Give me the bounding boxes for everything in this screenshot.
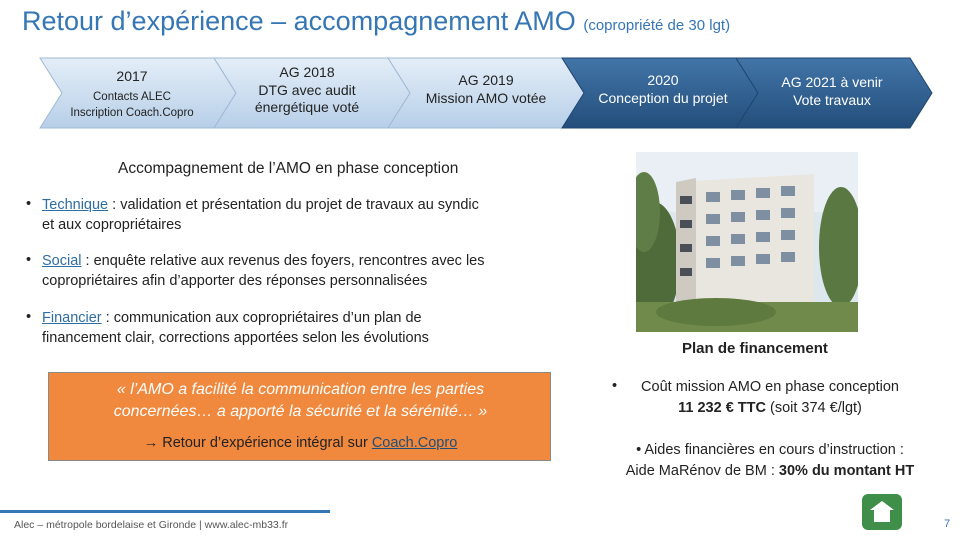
- bullet-technique: [42, 195, 562, 236]
- bullet-marker: •: [26, 196, 32, 212]
- coach-copro-link[interactable]: Coach.Copro: [371, 435, 458, 451]
- quote-text: [49, 379, 552, 424]
- timeline-step-2021: [752, 74, 912, 109]
- timeline-step-2020: [580, 72, 746, 107]
- building-photo: [636, 152, 858, 332]
- arrow-right-icon: →: [143, 435, 159, 451]
- timeline-year: 2017: [116, 68, 148, 84]
- section-title: Accompagnement de l’AMO en phase conception: [118, 160, 459, 177]
- timeline-step-2019: [406, 72, 566, 107]
- timeline-line2: Inscription Coach.Copro: [70, 106, 194, 119]
- timeline-line1: Vote travaux: [793, 91, 871, 108]
- timeline-step-2018: [226, 64, 388, 117]
- bullet-label: Technique: [42, 197, 109, 213]
- timeline-line1: Contacts ALEC: [93, 90, 171, 103]
- bullet-text: : enquête relative aux revenus des foyers, rencontres avec les: [81, 253, 485, 269]
- financing-title: Plan de financement: [682, 340, 828, 357]
- financing-item-aides: [600, 440, 940, 482]
- timeline-line2: énergétique voté: [254, 99, 360, 115]
- bullet-label: Financier: [42, 310, 102, 326]
- bullet-marker: •: [26, 309, 32, 325]
- page-number: 7: [944, 518, 951, 530]
- bullet-marker: •: [612, 378, 618, 394]
- timeline-year: AG 2021 à venir: [781, 74, 883, 90]
- financing-aid-percent: 30% du montant HT: [778, 463, 915, 480]
- coach-copro-logo: [858, 492, 906, 532]
- quote-line-2: concernées… a apporté la sécurité et la sérénité… »: [113, 403, 488, 421]
- footer-text: Alec – métropole bordelaise et Gironde | www.alec-mb33.fr: [14, 519, 289, 531]
- quote-line-1: « l’AMO a facilité la communication entre les parties: [116, 381, 485, 398]
- bullet-social: [42, 251, 562, 292]
- bullet-text: : communication aux copropriétaires d’un plan de: [101, 310, 422, 326]
- retour-prefix: Retour d’expérience intégral sur: [162, 435, 372, 451]
- bullet-text-2: financement clair, corrections apportées selon les évolutions: [42, 330, 429, 347]
- timeline-line1: DTG avec audit: [258, 81, 356, 98]
- financing-item-line: Coût mission AMO en phase conception: [641, 379, 899, 395]
- bullet-text: : validation et présentation du projet de travaux au syndic: [108, 197, 479, 213]
- timeline-year: AG 2019: [458, 72, 514, 88]
- timeline-year: AG 2018: [279, 64, 335, 80]
- timeline-line1: Conception du projet: [598, 89, 728, 106]
- title-main: Retour d’expérience – accompagnement AMO: [22, 6, 576, 36]
- financing-amount: 11 232 € TTC: [678, 400, 766, 417]
- financing-item-line: Aides financières en cours d’instruction :: [644, 442, 904, 458]
- title-subtitle: (copropriété de 30 lgt): [583, 17, 731, 34]
- bullet-financier: [42, 308, 562, 349]
- bullet-text-2: copropriétaires afin d’apporter des réponses personnalisées: [42, 273, 428, 290]
- quote-box: [48, 372, 551, 461]
- financing-aid-prefix: Aide MaRénov de BM :: [625, 463, 779, 480]
- retour-line: [49, 435, 552, 451]
- timeline-year: 2020: [647, 72, 679, 88]
- bullet-label: Social: [42, 253, 82, 269]
- timeline-line1: Mission AMO votée: [425, 89, 547, 106]
- bullet-marker: •: [26, 252, 32, 268]
- financing-per-unit: (soit 374 €/lgt): [765, 400, 862, 417]
- bullet-marker: •: [636, 442, 642, 458]
- bullet-text-2: et aux copropriétaires: [42, 217, 182, 234]
- timeline-step-2017: [52, 68, 212, 120]
- financing-item-amo: [630, 377, 910, 419]
- footer-divider: [0, 510, 330, 513]
